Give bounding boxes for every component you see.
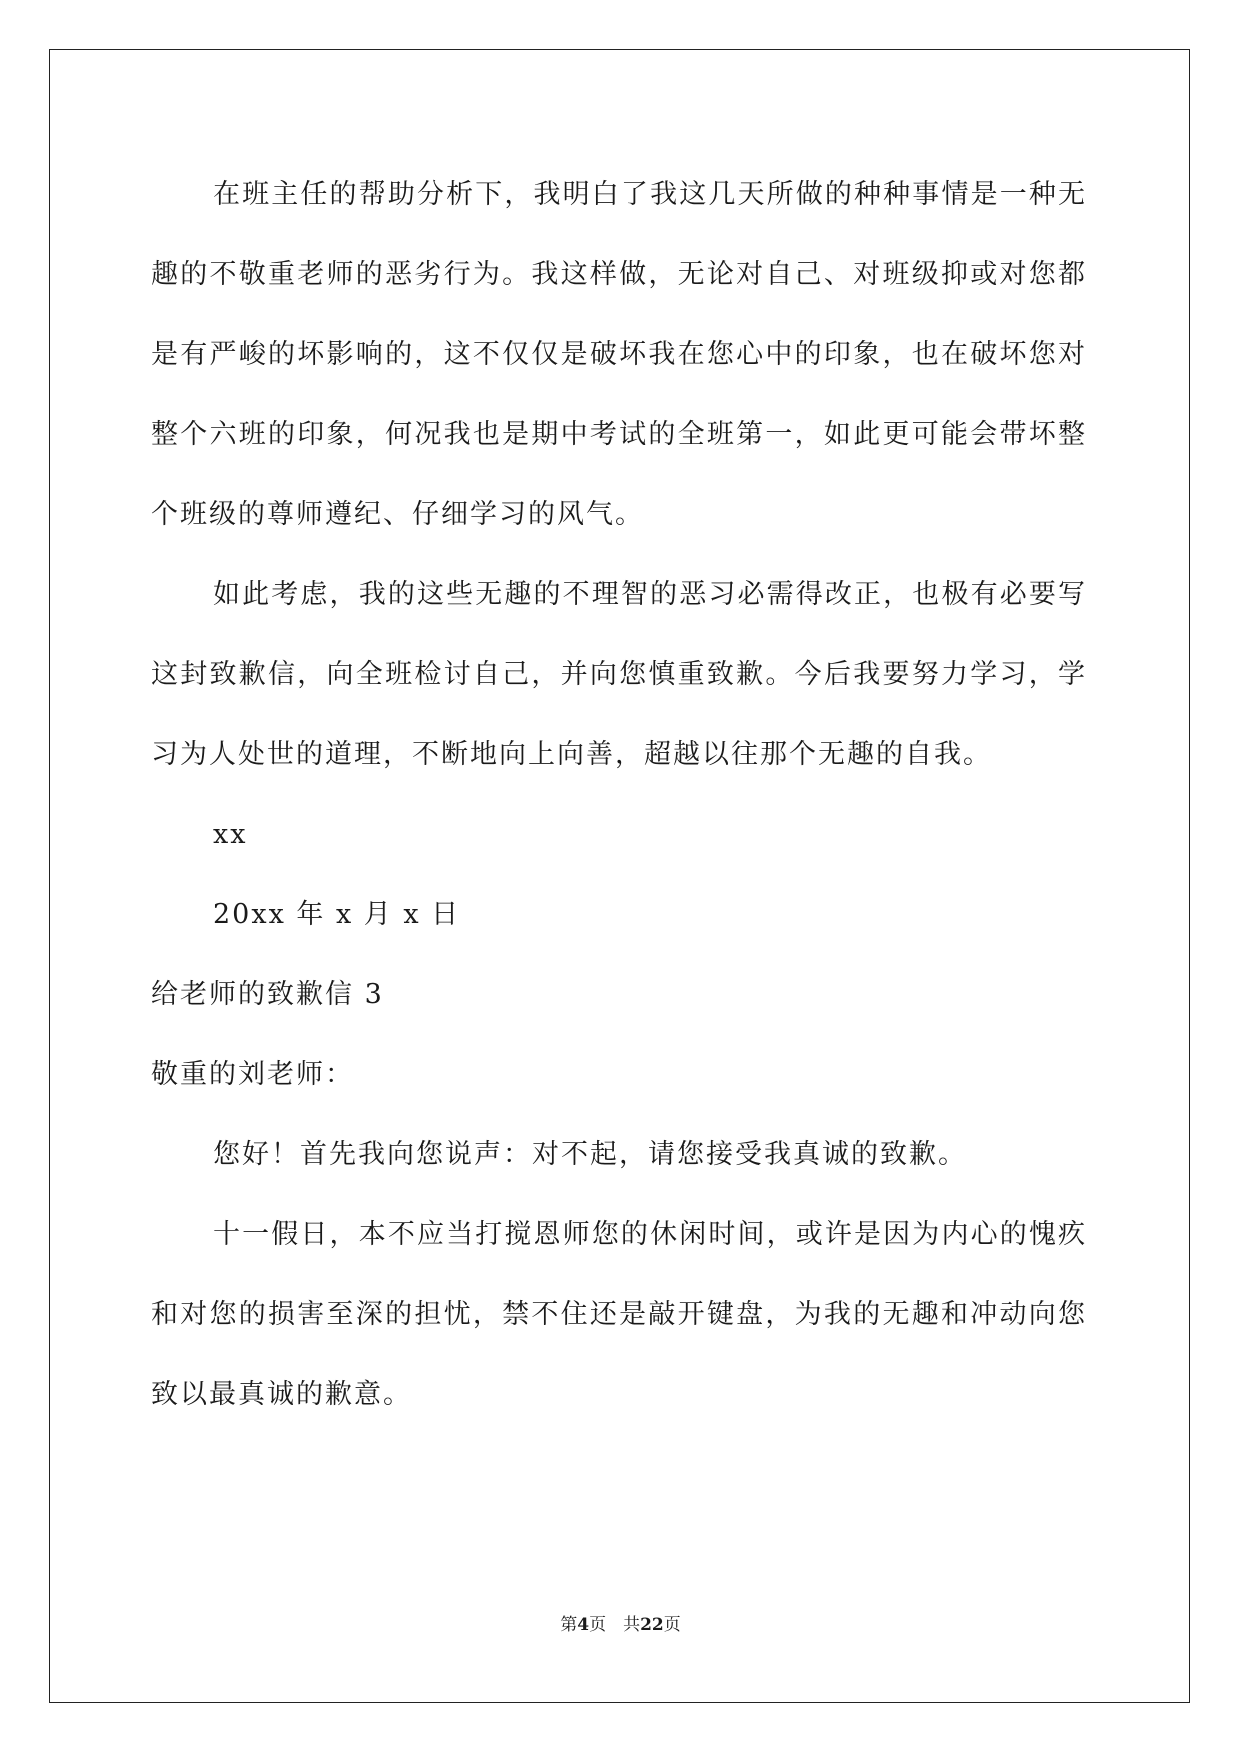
letter-salutation: 敬重的刘老师：	[151, 1059, 354, 1090]
letter-heading: 给老师的致歉信 3	[151, 979, 384, 1010]
paragraph-resolution: 如此考虑，我的这些无趣的不理智的恶习必需得改正，也极有必要写这封致歉信，向全班检讨自己，并向您慎重致歉。今后我要努力学习，学习为人处世的道理，不断地向上向善，超越以往那个无趣的自我。	[151, 579, 1087, 770]
footer-page-current: 4	[577, 1615, 590, 1635]
document-body	[151, 155, 1087, 1435]
page-footer	[0, 1615, 1241, 1635]
paragraph-class-teacher-analysis: 在班主任的帮助分析下，我明白了我这几天所做的种种事情是一种无趣的不敬重老师的恶劣行为。我这样做，无论对自己、对班级抑或对您都是有严峻的坏影响的，这不仅仅是破坏我在您心中的印象，也在破坏您对整个六班的印象，何况我也是期中考试的全班第一，如此更可能会带坏整个班级的尊师遵纪、仔细学习的风气。	[151, 179, 1087, 530]
paragraph-greeting-apology: 您好！首先我向您说声：对不起，请您接受我真诚的致歉。	[213, 1139, 967, 1170]
footer-page-total: 22	[640, 1615, 664, 1635]
footer-page-mid: 页 共	[589, 1615, 641, 1635]
signature-date: 20xx 年 x 月 x 日	[213, 899, 461, 930]
paragraph-holiday-apology: 十一假日，本不应当打搅恩师您的休闲时间，或许是因为内心的愧疚和对您的损害至深的担忧，禁不住还是敲开键盘，为我的无趣和冲动向您致以最真诚的歉意。	[151, 1219, 1087, 1410]
footer-page-suffix: 页	[663, 1615, 681, 1635]
signature-name: xx	[213, 819, 248, 850]
footer-page-prefix: 第	[560, 1615, 578, 1635]
